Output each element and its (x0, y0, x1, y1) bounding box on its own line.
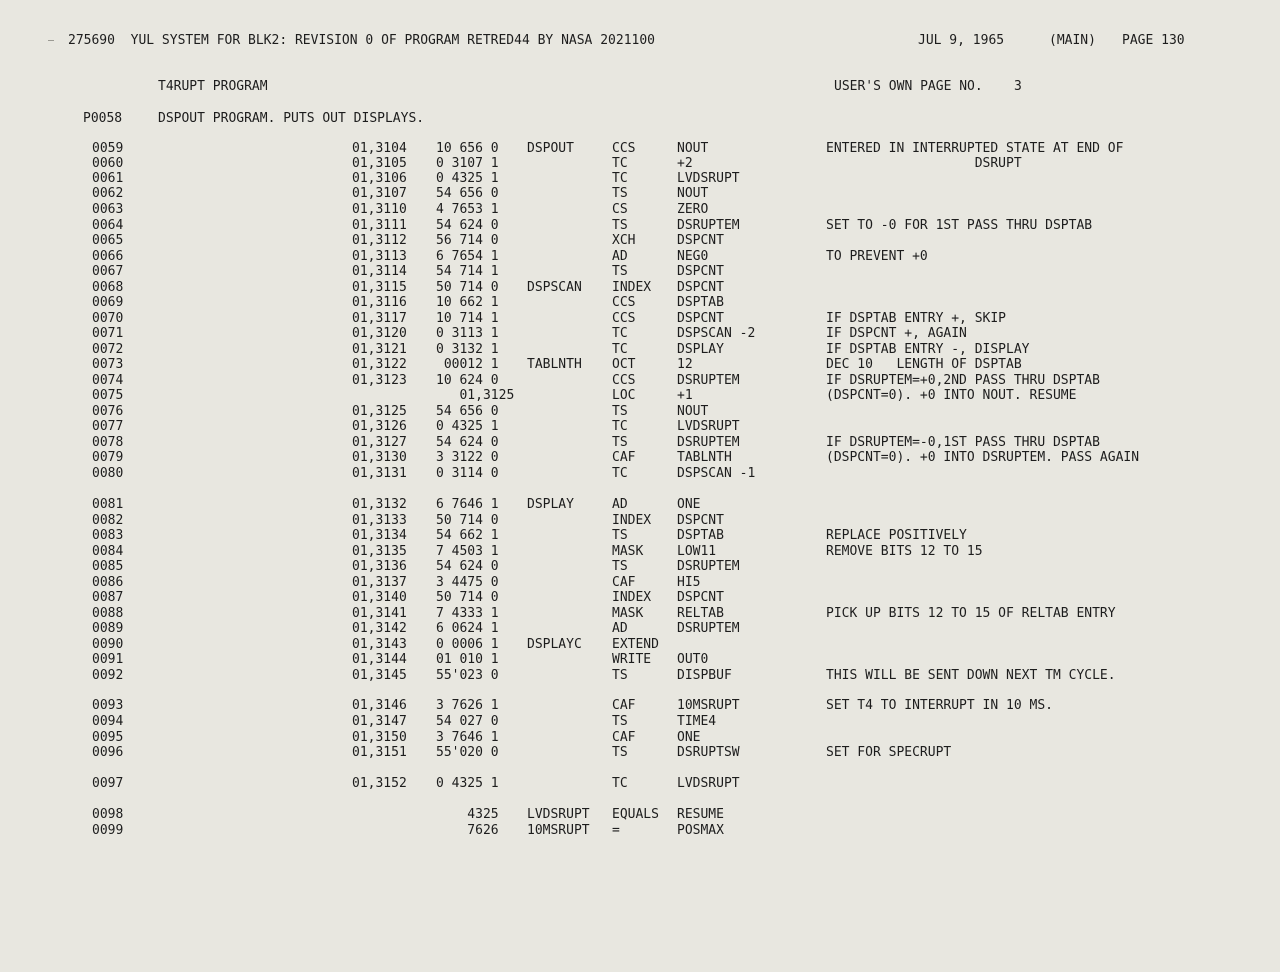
table-row (0, 295, 1280, 310)
row-line-number: 0081 (92, 497, 124, 512)
row-operand: DSRUPTSW (677, 745, 740, 760)
row-operand: ONE (677, 497, 701, 512)
row-operand: +2 (677, 156, 693, 171)
row-opcode: CCS (612, 311, 636, 326)
row-address: 01,3147 (352, 714, 407, 729)
row-operand: DSPCNT (677, 233, 724, 248)
row-address: 01,3136 (352, 559, 407, 574)
table-row (0, 202, 1280, 217)
row-address: 01,3142 (352, 621, 407, 636)
row-line-number: 0075 (92, 388, 124, 403)
row-octal-word: 54 656 0 (436, 404, 499, 419)
table-row (0, 357, 1280, 372)
row-label: DSPLAY (527, 497, 574, 512)
row-octal-word: 7 4333 1 (436, 606, 499, 621)
row-opcode: TC (612, 419, 628, 434)
row-octal-word: 6 0624 1 (436, 621, 499, 636)
row-line-number: 0064 (92, 218, 124, 233)
row-address: 01,3126 (352, 419, 407, 434)
row-line-number: 0077 (92, 419, 124, 434)
row-opcode: TC (612, 326, 628, 341)
row-octal-word: 7 4503 1 (436, 544, 499, 559)
row-opcode: AD (612, 621, 628, 636)
row-octal-word: 10 714 1 (436, 311, 499, 326)
table-row (0, 807, 1280, 822)
row-operand: TABLNTH (677, 450, 732, 465)
row-opcode: AD (612, 249, 628, 264)
row-octal-word: 10 624 0 (436, 373, 499, 388)
table-row (0, 186, 1280, 201)
row-opcode: INDEX (612, 590, 652, 605)
row-operand: DISPBUF (677, 668, 732, 683)
row-opcode: TS (612, 186, 628, 201)
row-address: 01,3116 (352, 295, 407, 310)
section-title: DSPOUT PROGRAM. PUTS OUT DISPLAYS. (158, 111, 425, 126)
row-address: 01,3144 (352, 652, 407, 667)
table-row (0, 218, 1280, 233)
row-octal-word: 01,3125 (436, 388, 515, 403)
row-operand: TIME4 (677, 714, 717, 729)
row-opcode: = (612, 823, 620, 838)
row-operand: POSMAX (677, 823, 724, 838)
row-comment: PICK UP BITS 12 TO 15 OF RELTAB ENTRY (826, 606, 1116, 621)
row-operand: RELTAB (677, 606, 724, 621)
row-octal-word: 54 662 1 (436, 528, 499, 543)
row-octal-word: 0 0006 1 (436, 637, 499, 652)
row-operand: LVDSRUPT (677, 171, 740, 186)
row-operand: DSRUPTEM (677, 621, 740, 636)
header-program-info: 275690 YUL SYSTEM FOR BLK2: REVISION 0 OF PROGRAM RETRED44 BY NASA 2021100 (68, 33, 655, 48)
row-operand: DSRUPTEM (677, 559, 740, 574)
subheader-user-page: USER'S OWN PAGE NO. 3 (834, 79, 1022, 94)
row-operand: DSPCNT (677, 280, 724, 295)
row-label: LVDSRUPT (527, 807, 590, 822)
table-row (0, 171, 1280, 186)
row-opcode: CAF (612, 575, 636, 590)
table-row (0, 342, 1280, 357)
row-comment: IF DSPTAB ENTRY +, SKIP (826, 311, 1007, 326)
row-opcode: AD (612, 497, 628, 512)
row-octal-word: 10 656 0 (436, 141, 499, 156)
row-octal-word: 6 7654 1 (436, 249, 499, 264)
table-row (0, 249, 1280, 264)
row-line-number: 0089 (92, 621, 124, 636)
row-address: 01,3133 (352, 513, 407, 528)
row-comment: (DSPCNT=0). +0 INTO NOUT. RESUME (826, 388, 1077, 403)
row-address: 01,3125 (352, 404, 407, 419)
table-row (0, 559, 1280, 574)
section-id: P0058 (83, 111, 123, 126)
table-row (0, 450, 1280, 465)
row-address: 01,3151 (352, 745, 407, 760)
header-date: JUL 9, 1965 (918, 33, 1005, 48)
row-operand: DSPTAB (677, 295, 724, 310)
row-address: 01,3134 (352, 528, 407, 543)
row-operand: DSPTAB (677, 528, 724, 543)
row-octal-word: 54 624 0 (436, 559, 499, 574)
table-row (0, 419, 1280, 434)
row-label: DSPOUT (527, 141, 574, 156)
row-opcode: TS (612, 218, 628, 233)
row-address: 01,3114 (352, 264, 407, 279)
row-operand: ZERO (677, 202, 709, 217)
row-octal-word: 50 714 0 (436, 513, 499, 528)
row-operand: DSRUPTEM (677, 435, 740, 450)
table-row (0, 823, 1280, 838)
row-operand: NEG0 (677, 249, 709, 264)
row-opcode: CAF (612, 698, 636, 713)
row-octal-word: 3 4475 0 (436, 575, 499, 590)
row-address: 01,3145 (352, 668, 407, 683)
row-line-number: 0083 (92, 528, 124, 543)
row-address: 01,3111 (352, 218, 407, 233)
row-operand: DSPCNT (677, 264, 724, 279)
row-opcode: XCH (612, 233, 636, 248)
row-operand: 10MSRUPT (677, 698, 740, 713)
row-octal-word: 50 714 0 (436, 590, 499, 605)
row-line-number: 0079 (92, 450, 124, 465)
row-line-number: 0099 (92, 823, 124, 838)
row-opcode: TS (612, 435, 628, 450)
header-page-number: PAGE 130 (1122, 33, 1185, 48)
table-row (0, 745, 1280, 760)
row-opcode: CAF (612, 730, 636, 745)
row-line-number: 0084 (92, 544, 124, 559)
row-operand: NOUT (677, 404, 709, 419)
row-address: 01,3131 (352, 466, 407, 481)
row-octal-word: 00012 1 (436, 357, 499, 372)
row-line-number: 0097 (92, 776, 124, 791)
row-operand: NOUT (677, 141, 709, 156)
row-address: 01,3106 (352, 171, 407, 186)
row-octal-word: 0 3113 1 (436, 326, 499, 341)
row-line-number: 0087 (92, 590, 124, 605)
row-comment: SET TO -0 FOR 1ST PASS THRU DSPTAB (826, 218, 1093, 233)
row-address: 01,3146 (352, 698, 407, 713)
table-row (0, 575, 1280, 590)
row-operand: DSPCNT (677, 513, 724, 528)
row-address: 01,3140 (352, 590, 407, 605)
table-row (0, 404, 1280, 419)
table-row (0, 714, 1280, 729)
table-row (0, 528, 1280, 543)
table-row (0, 156, 1280, 171)
row-opcode: OCT (612, 357, 636, 372)
row-opcode: TC (612, 171, 628, 186)
table-row (0, 311, 1280, 326)
row-line-number: 0098 (92, 807, 124, 822)
table-row (0, 497, 1280, 512)
row-opcode: TC (612, 776, 628, 791)
row-line-number: 0066 (92, 249, 124, 264)
row-operand: LVDSRUPT (677, 419, 740, 434)
row-opcode: CAF (612, 450, 636, 465)
row-line-number: 0090 (92, 637, 124, 652)
table-row (0, 233, 1280, 248)
table-row (0, 466, 1280, 481)
row-operand: DSPCNT (677, 311, 724, 326)
table-row (0, 668, 1280, 683)
row-line-number: 0065 (92, 233, 124, 248)
row-line-number: 0094 (92, 714, 124, 729)
row-address: 01,3152 (352, 776, 407, 791)
row-comment: IF DSRUPTEM=-0,1ST PASS THRU DSPTAB (826, 435, 1100, 450)
table-row (0, 513, 1280, 528)
table-row (0, 373, 1280, 388)
row-address: 01,3135 (352, 544, 407, 559)
row-octal-word: 56 714 0 (436, 233, 499, 248)
row-comment: THIS WILL BE SENT DOWN NEXT TM CYCLE. (826, 668, 1116, 683)
row-operand: DSRUPTEM (677, 218, 740, 233)
row-line-number: 0095 (92, 730, 124, 745)
row-line-number: 0096 (92, 745, 124, 760)
row-line-number: 0072 (92, 342, 124, 357)
row-label: TABLNTH (527, 357, 582, 372)
row-comment: REMOVE BITS 12 TO 15 (826, 544, 983, 559)
row-label: DSPSCAN (527, 280, 582, 295)
table-row (0, 264, 1280, 279)
row-octal-word: 4325 (436, 807, 499, 822)
row-label: 10MSRUPT (527, 823, 590, 838)
row-operand: DSPLAY (677, 342, 724, 357)
row-opcode: CCS (612, 295, 636, 310)
row-address: 01,3127 (352, 435, 407, 450)
row-comment: SET FOR SPECRUPT (826, 745, 952, 760)
row-address: 01,3143 (352, 637, 407, 652)
row-octal-word: 3 7626 1 (436, 698, 499, 713)
table-row (0, 590, 1280, 605)
row-address: 01,3123 (352, 373, 407, 388)
row-octal-word: 0 3107 1 (436, 156, 499, 171)
table-row (0, 388, 1280, 403)
row-line-number: 0078 (92, 435, 124, 450)
row-line-number: 0085 (92, 559, 124, 574)
row-operand: HI5 (677, 575, 701, 590)
row-opcode: TS (612, 528, 628, 543)
row-address: 01,3104 (352, 141, 407, 156)
table-row (0, 730, 1280, 745)
row-comment: IF DSPTAB ENTRY -, DISPLAY (826, 342, 1030, 357)
row-opcode: EXTEND (612, 637, 659, 652)
row-octal-word: 0 3132 1 (436, 342, 499, 357)
row-line-number: 0076 (92, 404, 124, 419)
table-row (0, 621, 1280, 636)
row-address: 01,3141 (352, 606, 407, 621)
row-opcode: TS (612, 714, 628, 729)
row-opcode: TC (612, 156, 628, 171)
table-row (0, 698, 1280, 713)
row-line-number: 0060 (92, 156, 124, 171)
row-address: 01,3107 (352, 186, 407, 201)
row-line-number: 0068 (92, 280, 124, 295)
row-operand: LVDSRUPT (677, 776, 740, 791)
row-octal-word: 54 714 1 (436, 264, 499, 279)
row-address: 01,3115 (352, 280, 407, 295)
row-opcode: MASK (612, 544, 644, 559)
row-octal-word: 55'023 0 (436, 668, 499, 683)
row-opcode: CCS (612, 373, 636, 388)
row-octal-word: 3 7646 1 (436, 730, 499, 745)
row-opcode: LOC (612, 388, 636, 403)
row-operand: LOW11 (677, 544, 717, 559)
row-opcode: TS (612, 404, 628, 419)
table-row (0, 326, 1280, 341)
row-opcode: WRITE (612, 652, 652, 667)
row-octal-word: 0 4325 1 (436, 776, 499, 791)
row-opcode: INDEX (612, 280, 652, 295)
subheader-program-name: T4RUPT PROGRAM (158, 79, 268, 94)
row-line-number: 0074 (92, 373, 124, 388)
row-operand: DSPSCAN -1 (677, 466, 756, 481)
row-opcode: TS (612, 668, 628, 683)
row-line-number: 0071 (92, 326, 124, 341)
row-operand: DSRUPTEM (677, 373, 740, 388)
row-comment: IF DSRUPTEM=+0,2ND PASS THRU DSPTAB (826, 373, 1100, 388)
row-address: 01,3122 (352, 357, 407, 372)
row-address: 01,3112 (352, 233, 407, 248)
row-address: 01,3113 (352, 249, 407, 264)
row-comment: TO PREVENT +0 (826, 249, 928, 264)
row-comment: IF DSPCNT +, AGAIN (826, 326, 967, 341)
row-line-number: 0061 (92, 171, 124, 186)
row-address: 01,3110 (352, 202, 407, 217)
row-octal-word: 0 4325 1 (436, 419, 499, 434)
row-line-number: 0092 (92, 668, 124, 683)
row-operand: NOUT (677, 186, 709, 201)
table-row (0, 435, 1280, 450)
row-operand: RESUME (677, 807, 724, 822)
row-line-number: 0091 (92, 652, 124, 667)
row-comment: (DSPCNT=0). +0 INTO DSRUPTEM. PASS AGAIN (826, 450, 1140, 465)
row-operand: +1 (677, 388, 693, 403)
row-operand: OUT0 (677, 652, 709, 667)
row-line-number: 0086 (92, 575, 124, 590)
table-row (0, 280, 1280, 295)
row-comment: ENTERED IN INTERRUPTED STATE AT END OF (826, 141, 1124, 156)
row-octal-word: 10 662 1 (436, 295, 499, 310)
row-comment: SET T4 TO INTERRUPT IN 10 MS. (826, 698, 1053, 713)
row-octal-word: 55'020 0 (436, 745, 499, 760)
row-octal-word: 3 3122 0 (436, 450, 499, 465)
table-row (0, 606, 1280, 621)
row-address: 01,3150 (352, 730, 407, 745)
row-opcode: TS (612, 745, 628, 760)
row-line-number: 0080 (92, 466, 124, 481)
row-octal-word: 50 714 0 (436, 280, 499, 295)
row-line-number: 0067 (92, 264, 124, 279)
row-address: 01,3121 (352, 342, 407, 357)
row-octal-word: 4 7653 1 (436, 202, 499, 217)
row-octal-word: 54 624 0 (436, 435, 499, 450)
row-line-number: 0070 (92, 311, 124, 326)
row-operand: 12 (677, 357, 693, 372)
row-line-number: 0059 (92, 141, 124, 156)
row-opcode: MASK (612, 606, 644, 621)
table-row (0, 637, 1280, 652)
row-octal-word: 0 3114 0 (436, 466, 499, 481)
row-octal-word: 6 7646 1 (436, 497, 499, 512)
row-opcode: INDEX (612, 513, 652, 528)
row-octal-word: 54 656 0 (436, 186, 499, 201)
row-address: 01,3105 (352, 156, 407, 171)
row-opcode: TS (612, 264, 628, 279)
row-address: 01,3132 (352, 497, 407, 512)
row-line-number: 0069 (92, 295, 124, 310)
table-row (0, 652, 1280, 667)
row-comment: REPLACE POSITIVELY (826, 528, 967, 543)
row-line-number: 0063 (92, 202, 124, 217)
table-row (0, 141, 1280, 156)
row-line-number: 0082 (92, 513, 124, 528)
row-address: 01,3120 (352, 326, 407, 341)
row-line-number: 0093 (92, 698, 124, 713)
header-main: (MAIN) (1049, 33, 1096, 48)
row-octal-word: 01 010 1 (436, 652, 499, 667)
table-row (0, 776, 1280, 791)
row-octal-word: 54 624 0 (436, 218, 499, 233)
row-opcode: CS (612, 202, 628, 217)
row-octal-word: 54 027 0 (436, 714, 499, 729)
row-comment: DSRUPT (826, 156, 1022, 171)
row-address: 01,3137 (352, 575, 407, 590)
row-opcode: EQUALS (612, 807, 659, 822)
table-row (0, 544, 1280, 559)
row-octal-word: 0 4325 1 (436, 171, 499, 186)
row-octal-word: 7626 (436, 823, 499, 838)
row-opcode: TC (612, 466, 628, 481)
row-comment: DEC 10 LENGTH OF DSPTAB (826, 357, 1022, 372)
row-operand: ONE (677, 730, 701, 745)
row-operand: DSPCNT (677, 590, 724, 605)
row-label: DSPLAYC (527, 637, 582, 652)
row-operand: DSPSCAN -2 (677, 326, 756, 341)
row-address: 01,3130 (352, 450, 407, 465)
row-opcode: TS (612, 559, 628, 574)
row-opcode: CCS (612, 141, 636, 156)
row-opcode: TC (612, 342, 628, 357)
row-line-number: 0073 (92, 357, 124, 372)
row-line-number: 0088 (92, 606, 124, 621)
row-address: 01,3117 (352, 311, 407, 326)
row-line-number: 0062 (92, 186, 124, 201)
